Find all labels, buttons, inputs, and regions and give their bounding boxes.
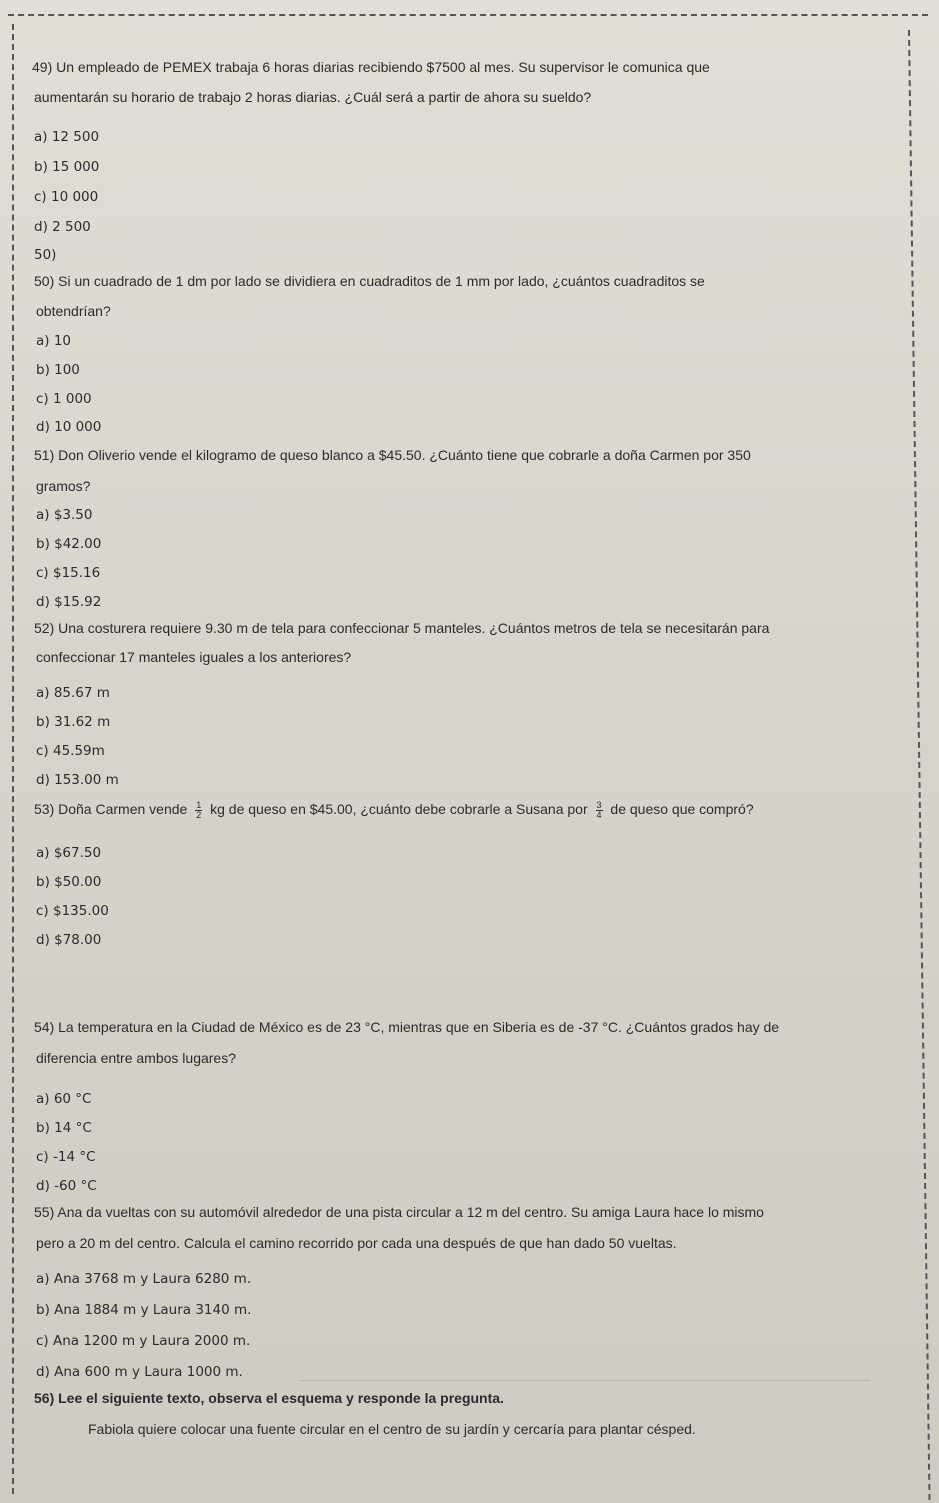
- question-54-option-a: a) 60 °C: [36, 1091, 92, 1107]
- fraction-three-quarters: [596, 801, 603, 820]
- question-52-line-1: 52) Una costurera requiere 9.30 m de tela para confeccionar 5 manteles. ¿Cuántos metros de tela se necesitarán para: [34, 620, 770, 636]
- question-49-option-c: c) 10 000: [34, 189, 99, 205]
- question-54-line-2: diferencia entre ambos lugares?: [36, 1050, 237, 1066]
- question-51-line-1: 51) Don Oliverio vende el kilogramo de queso blanco a $45.50. ¿Cuánto tiene que cobrarle a doña Carmen por 350: [34, 447, 751, 463]
- question-54-option-c: c) -14 °C: [36, 1149, 96, 1165]
- question-51-option-b: b) $42.00: [36, 536, 102, 552]
- question-50-label: 50): [34, 247, 57, 263]
- question-50-option-c: c) 1 000: [36, 391, 92, 407]
- question-54-line-1: 54) La temperatura en la Ciudad de México es de 23 °C, mientras que en Siberia es de -37 °C. ¿Cuántos grados hay de: [34, 1019, 780, 1035]
- question-53-line-1: [34, 800, 754, 820]
- question-55-option-d: d) Ana 600 m y Laura 1000 m.: [36, 1364, 243, 1380]
- question-52-option-d: d) 153.00 m: [36, 772, 119, 788]
- question-51-option-c: c) $15.16: [36, 565, 101, 581]
- question-50-option-b: b) 100: [36, 362, 80, 378]
- fraction-three-quarters-denominator: 4: [596, 809, 602, 820]
- question-53-option-b: b) $50.00: [36, 874, 102, 890]
- question-52-option-b: b) 31.62 m: [36, 714, 111, 730]
- question-53-option-d: d) $78.00: [36, 932, 102, 948]
- fraction-one-half-numerator: 1: [196, 799, 202, 810]
- question-53-text-part-1: 53) Doña Carmen vende: [34, 801, 188, 817]
- question-52-option-a: a) 85.67 m: [36, 685, 110, 701]
- question-51-option-d: d) $15.92: [36, 594, 102, 610]
- question-52-option-c: c) 45.59m: [36, 743, 105, 759]
- question-51-line-2: gramos?: [36, 478, 91, 494]
- dashed-border-right: [908, 30, 931, 1500]
- fraction-one-half: [195, 801, 202, 820]
- question-52-line-2: confeccionar 17 manteles iguales a los anteriores?: [36, 649, 352, 665]
- question-49-line-2: aumentarán su horario de trabajo 2 horas diarias. ¿Cuál será a partir de ahora su sueldo?: [34, 89, 592, 105]
- question-55-option-b: b) Ana 1884 m y Laura 3140 m.: [36, 1302, 252, 1318]
- question-50-option-d: d) 10 000: [36, 419, 102, 435]
- question-53-text-part-3: de queso que compró?: [610, 801, 754, 817]
- question-51-option-a: a) $3.50: [36, 507, 93, 523]
- question-49-line-1: 49) Un empleado de PEMEX trabaja 6 horas diarias recibiendo $7500 al mes. Su supervisor le comunica que: [32, 59, 710, 75]
- dashed-border-top: [8, 14, 928, 16]
- question-49-option-a: a) 12 500: [34, 129, 100, 145]
- question-49-option-d: d) 2 500: [34, 219, 91, 235]
- question-49-option-b: b) 15 000: [34, 159, 100, 175]
- question-50-line-1: 50) Si un cuadrado de 1 dm por lado se dividiera en cuadraditos de 1 mm por lado, ¿cuántos cuadraditos se: [34, 273, 705, 289]
- question-55-line-2: pero a 20 m del centro. Calcula el camino recorrido por cada una después de que han dado 50 vueltas.: [36, 1235, 677, 1251]
- question-56-line-1: 56) Lee el siguiente texto, observa el esquema y responde la pregunta.: [34, 1390, 504, 1406]
- question-56-line-2: Fabiola quiere colocar una fuente circular en el centro de su jardín y cercaría para plantar césped.: [88, 1421, 696, 1437]
- question-54-option-d: d) -60 °C: [36, 1178, 97, 1194]
- question-55-option-c: c) Ana 1200 m y Laura 2000 m.: [36, 1333, 251, 1349]
- question-50-line-2: obtendrían?: [36, 303, 111, 319]
- faint-rule: [300, 1380, 870, 1381]
- dashed-border-left: [12, 24, 14, 1494]
- question-50-option-a: a) 10: [36, 333, 72, 349]
- question-55-line-1: 55) Ana da vueltas con su automóvil alrededor de una pista circular a 12 m del centro. Su amiga Laura hace lo mismo: [34, 1204, 764, 1220]
- fraction-one-half-denominator: 2: [196, 809, 202, 820]
- question-55-option-a: a) Ana 3768 m y Laura 6280 m.: [36, 1271, 252, 1287]
- question-53-option-a: a) $67.50: [36, 845, 102, 861]
- question-53-option-c: c) $135.00: [36, 903, 109, 919]
- fraction-three-quarters-numerator: 3: [596, 799, 602, 810]
- question-54-option-b: b) 14 °C: [36, 1120, 92, 1136]
- question-53-text-part-2: kg de queso en $45.00, ¿cuánto debe cobrarle a Susana por: [210, 801, 588, 817]
